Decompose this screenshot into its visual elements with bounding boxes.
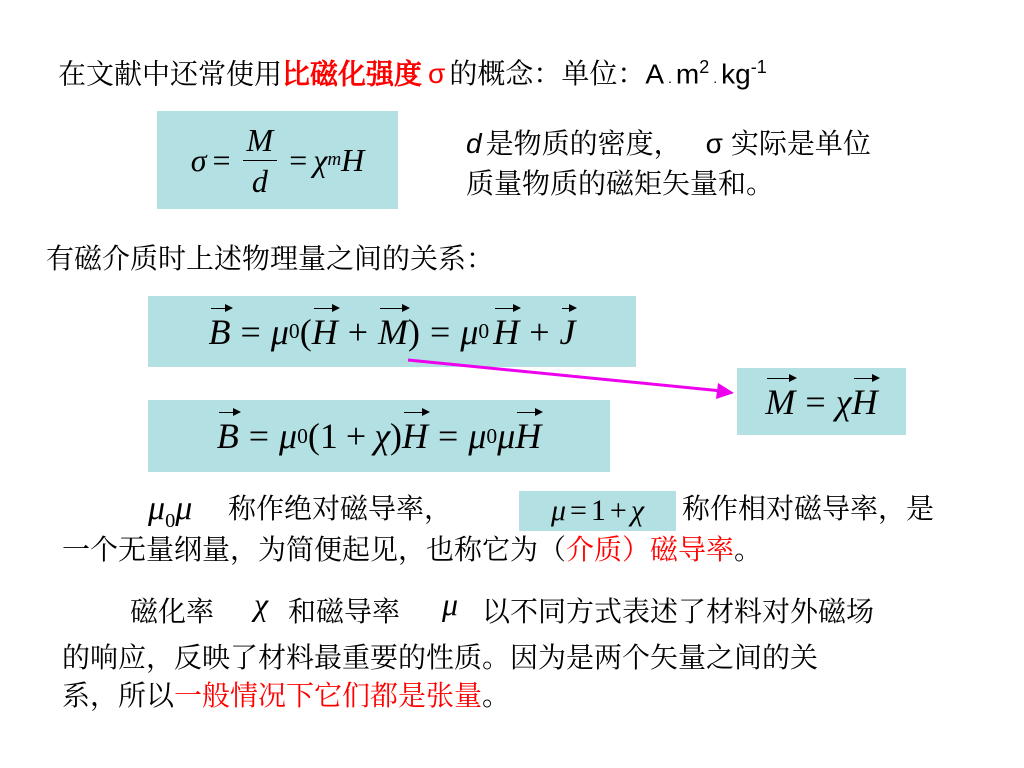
final-line-1 — [130, 586, 1010, 634]
unit-dot-2: . — [713, 70, 718, 87]
final-line-3-prefix: 系，所以 — [62, 679, 175, 712]
density-description-line-1 — [466, 124, 871, 164]
unit-m-exponent: 2 — [699, 57, 710, 77]
m-equation-box — [737, 368, 906, 435]
b-equation-2-box — [148, 400, 610, 472]
eqM-chi: χ — [835, 381, 852, 422]
final-chi-symbol: χ — [254, 586, 269, 622]
intro-prefix: 在文献中还常使用 — [58, 57, 283, 91]
eq-sigma-chi: χ — [313, 141, 328, 178]
eq1-plus: + — [347, 311, 368, 352]
unit-A: A — [645, 58, 665, 90]
specific-magnetization-term: 比磁化强度 — [282, 57, 423, 91]
eq2-mu: μ — [279, 416, 298, 456]
density-d-symbol: d — [466, 128, 482, 159]
eqM-equals: = — [805, 381, 826, 422]
eq1-H-vector: H — [311, 311, 338, 352]
eq1-equals: = — [240, 311, 261, 352]
permeability-line-2 — [62, 530, 762, 570]
eq-sigma-H: H — [341, 141, 365, 178]
perm-line-2-medium: 介质） — [566, 533, 651, 566]
b-equation-1-box — [148, 296, 636, 367]
eq2-lparen-one: (1 — [307, 416, 338, 456]
eq2-equals: = — [248, 416, 269, 456]
eq-sigma-denominator: d — [251, 162, 268, 199]
rel-equals: = — [570, 494, 587, 527]
eqM-H-vector: H — [851, 381, 878, 422]
rel-one: 1 — [590, 494, 606, 527]
rel-mu: μ — [550, 494, 566, 527]
relative-permeability-box — [519, 491, 676, 531]
unit-kg: kg — [721, 58, 751, 90]
eq1-lparen: ( — [299, 311, 312, 352]
eq2-mu-2: μ — [468, 416, 487, 456]
eq-sigma-lhs: σ — [190, 141, 207, 178]
perm-line-2-permeability: 磁导率 — [650, 533, 735, 566]
eq1-equals-2: = — [430, 311, 451, 352]
eq1-mu-2-subscript: 0 — [478, 319, 490, 343]
absolute-permeability-text: 称作绝对磁导率， — [228, 492, 453, 525]
sigma-equation-box — [157, 111, 398, 209]
eq-sigma-chi-subscript: m — [327, 149, 342, 170]
eq1-J-vector: J — [559, 311, 576, 352]
eq2-equals-2: = — [438, 416, 459, 456]
final-line-1-rest: 以不同方式表述了材料对外磁场 — [482, 595, 875, 628]
abs-mu-subscript: 0 — [165, 509, 176, 532]
final-line-2: 的响应，反映了材料最重要的性质。因为是两个矢量之间的关 — [62, 641, 819, 674]
final-line-3 — [62, 676, 510, 716]
eq2-mu-2-subscript: 0 — [486, 423, 498, 448]
eq1-rparen: ) — [408, 311, 420, 352]
eq2-H-vector-2: H — [515, 416, 542, 456]
intro-line — [58, 47, 767, 98]
eq2-B-vector: B — [216, 416, 239, 456]
rel-plus: + — [609, 494, 627, 527]
abs-mu-2: μ — [175, 490, 193, 527]
abs-mu: μ — [148, 490, 166, 527]
permeability-line-1 — [148, 487, 1018, 535]
eq1-plus-2: + — [529, 311, 550, 352]
perm-line-2-end: 。 — [734, 533, 763, 566]
eq2-H-vector: H — [402, 416, 429, 456]
final-susceptibility-word: 磁化率 — [130, 595, 215, 628]
eq2-mu-subscript: 0 — [297, 423, 308, 448]
eq1-M-vector: M — [378, 311, 408, 352]
eq2-chi: χ — [374, 416, 391, 456]
eq2-rparen: ) — [390, 416, 403, 456]
relation-heading: 有磁介质时上述物理量之间的关系： — [46, 242, 495, 275]
sigma-symbol: σ — [428, 58, 446, 90]
eq-sigma-numerator: M — [243, 122, 278, 161]
density-description — [466, 124, 871, 204]
final-permeability-word: 和磁导率 — [288, 595, 401, 628]
eq1-mu-subscript: 0 — [288, 319, 300, 343]
eq1-H-vector-2: H — [493, 311, 520, 352]
eqM-M-vector: M — [765, 381, 796, 422]
eq1-mu-2: μ — [460, 311, 479, 352]
desc-sigma-symbol: σ — [705, 128, 723, 159]
eq1-mu: μ — [270, 311, 289, 352]
intro-mid: 的概念：单位： — [449, 57, 646, 91]
density-description-line-2: 质量物质的磁矩矢量和。 — [466, 167, 775, 200]
final-line-3-end: 。 — [482, 679, 511, 712]
eq2-mu-3: μ — [497, 416, 516, 456]
density-text: 是物质的密度， — [485, 127, 682, 160]
relative-permeability-text: 称作相对磁导率，是 — [682, 492, 935, 525]
unit-kg-exponent: -1 — [750, 57, 767, 77]
perm-line-2-prefix: 一个无量纲量，为简便起见，也称它为（ — [62, 533, 567, 566]
final-tensor-statement: 一般情况下它们都是张量 — [174, 679, 483, 712]
relation-arrow-head — [716, 383, 734, 399]
rel-chi: χ — [630, 494, 645, 527]
eq-sigma-equals-2: = — [289, 141, 308, 178]
unit-dot-1: . — [668, 70, 672, 87]
desc-line-1-end: 实际是单位 — [730, 127, 871, 160]
final-mu-symbol: μ — [442, 586, 459, 622]
eq2-plus: + — [345, 416, 367, 456]
unit-m: m — [675, 58, 700, 90]
eq1-B-vector: B — [208, 311, 231, 352]
eq-sigma-equals-1: = — [212, 141, 231, 178]
eq-sigma-fraction — [243, 122, 278, 199]
